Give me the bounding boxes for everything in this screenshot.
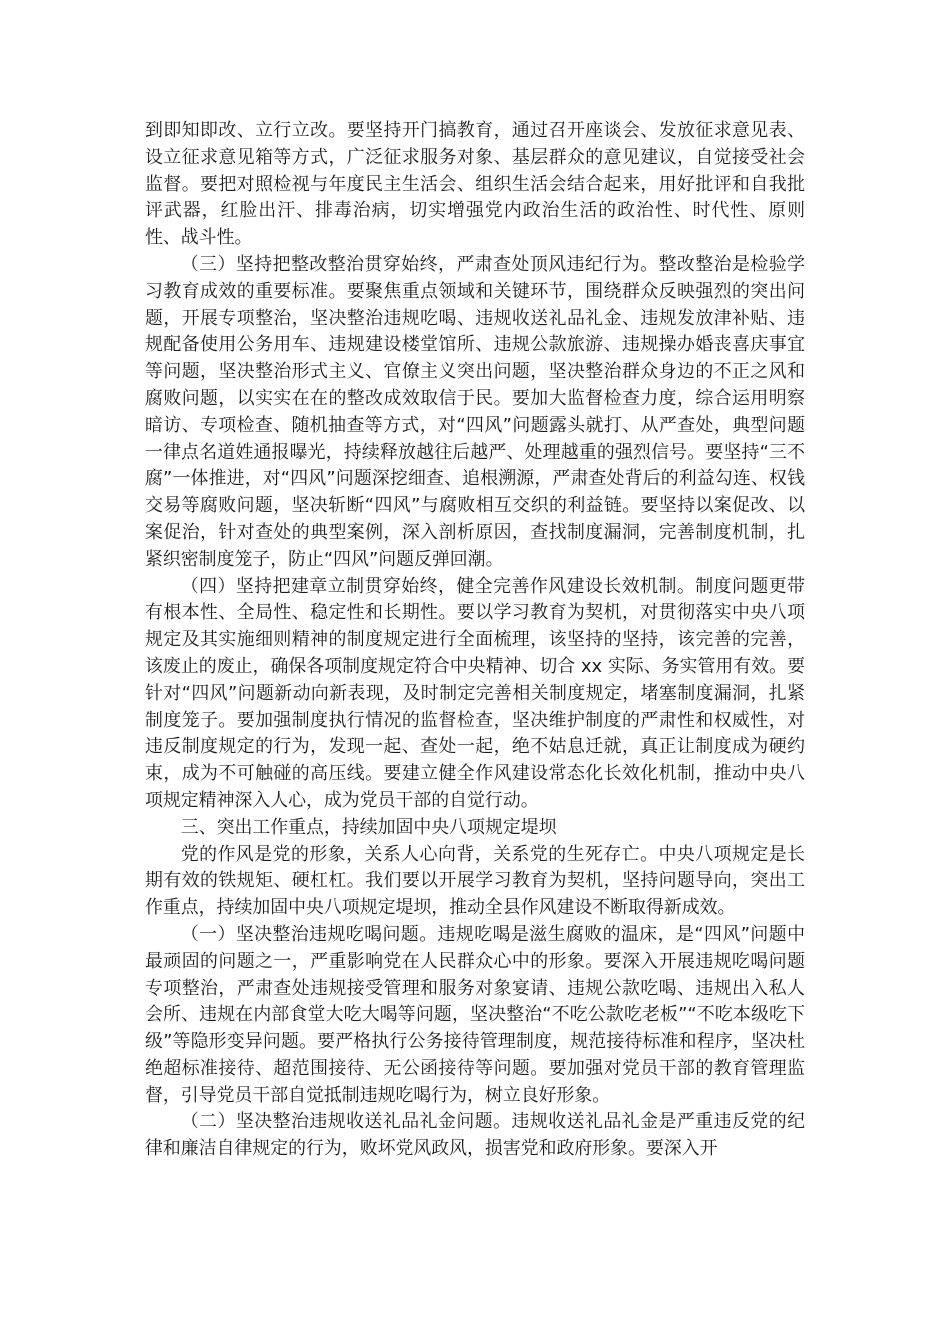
paragraph-item-one: （一）坚决整治违规吃喝问题。违规吃喝是滋生腐败的温床，是“四风”问题中最顽固的问题之一，严重影响党在人民群众心中的形象。要深入开展违规吃喝问题专项整治，严肃查处违规接受管理和服务对象宴请、违规公款吃喝、违规出入私人会所、违规在内部食堂大吃大喝等问题，坚决整治“不吃公款吃老板”“不吃本级吃下级”等隐形变异问题。要严格执行公务接待管理制度，规范接待标准和程序，坚决杜绝超标准接待、超范围接待、无公函接待等问题。要加强对党员干部的教育管理监督，引导党员干部自觉抵制违规吃喝行为，树立良好形象。 <box>145 923 805 1106</box>
section-heading-three: 三、突出工作重点，持续加固中央八项规定堤坝 <box>180 816 557 838</box>
document-body <box>145 118 805 1163</box>
paragraph-section-three: （三）坚持把整改整治贯穿始终，严肃查处顶风违纪行为。整改整治是检验学习教育成效的重要标准。要聚焦重点领域和关键环节，围绕群众反映强烈的突出问题，开展专项整治，坚决整治违规吃喝、违规收送礼品礼金、违规发放津补贴、违规配备使用公务用车、违规建设楼堂馆所、违规公款旅游、违规操办婚丧喜庆事宜等问题，坚决整治形式主义、官僚主义突出问题，坚决整治群众身边的不正之风和腐败问题，以实实在在的整改成效取信于民。要加大监督检查力度，综合运用明察暗访、专项检查、随机抽查等方式，对“四风”问题露头就打、从严查处，典型问题一律点名道姓通报曝光，持续释放越往后越严、处理越重的强烈信号。要坚持“三不腐”一体推进，对“四风”问题深挖细查、追根溯源，严肃查处背后的利益勾连、权钱交易等腐败问题，坚决斩断“四风”与腐败相互交织的利益链。要坚持以案促改、以案促治，针对查处的典型案例，深入剖析原因，查找制度漏洞，完善制度机制，扎紧织密制度笼子，防止“四风”问题反弹回潮。 <box>145 253 805 570</box>
paragraph-continuation: 到即知即改、立行立改。要坚持开门搞教育，通过召开座谈会、发放征求意见表、设立征求意见箱等方式，广泛征求服务对象、基层群众的意见建议，自觉接受社会监督。要把对照检视与年度民主生活会、组织生活会结合起来，用好批评和自我批评武器，红脸出汗、排毒治病，切实增强党内政治生活的政治性、时代性、原则性、战斗性。 <box>145 120 805 249</box>
paragraph-intro: 党的作风是党的形象，关系人心向背，关系党的生死存亡。中央八项规定是长期有效的铁规矩、硬杠杠。我们要以开展学习教育为契机，坚持问题导向，突出工作重点，持续加固中央八项规定堤坝，推动全县作风建设不断取得新成效。 <box>145 843 805 919</box>
paragraph-section-four: （四）坚持把建章立制贯穿始终，健全完善作风建设长效机制。制度问题更带有根本性、全局性、稳定性和长期性。要以学习教育为契机，对贯彻落实中央八项规定及其实施细则精神的制度规定进行全面梳理，该坚持的坚持，该完善的完善，该废止的废止，确保各项制度规定符合中央精神、切合 xx 实际、务实管用有效。要针对“四风”问题新动向新表现，及时制定完善相关制度规定，堵塞制度漏洞，扎紧制度笼子。要加强制度执行情况的监督检查，坚决维护制度的严肃性和权威性，对违反制度规定的行为，发现一起、查处一起，绝不姑息迁就，真正让制度成为硬约束，成为不可触碰的高压线。要建立健全作风建设常态化长效化机制，推动中央八项规定精神深入人心，成为党员干部的自觉行动。 <box>145 575 805 811</box>
paragraph-item-two: （二）坚决整治违规收送礼品礼金问题。违规收送礼品礼金是严重违反党的纪律和廉洁自律规定的行为，败坏党风政风，损害党和政府形象。要深入开 <box>145 1111 805 1160</box>
